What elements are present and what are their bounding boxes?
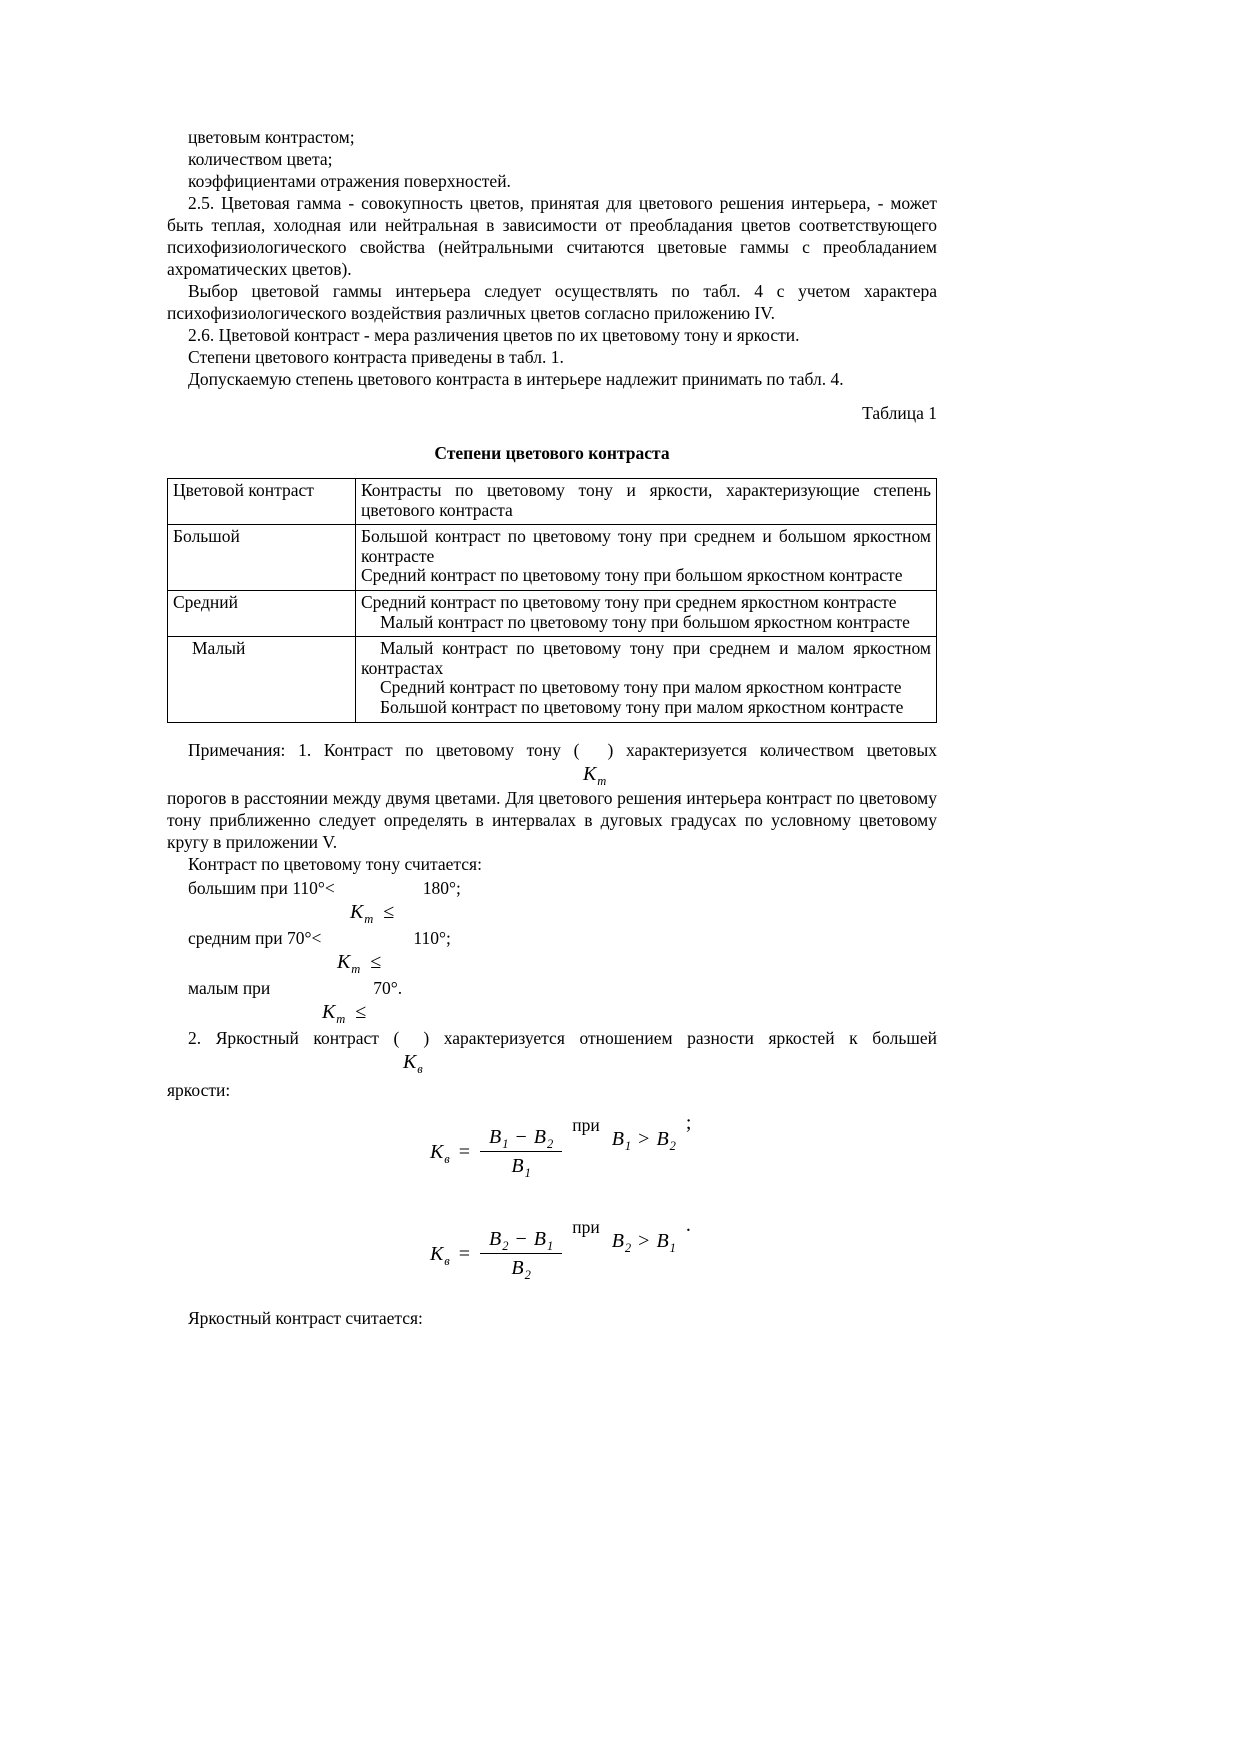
condition-suffix: 70°. xyxy=(373,977,403,998)
sub-2: 2 xyxy=(546,1137,554,1152)
description-cell xyxy=(356,525,937,591)
description-paragraph: Средний контраст по цветовому тону при среднем яркостном контрасте xyxy=(361,591,897,612)
table-label: Таблица 1 xyxy=(862,403,937,423)
fraction xyxy=(480,1126,562,1181)
condition-large xyxy=(167,877,937,899)
b-letter: B xyxy=(656,1229,669,1252)
kv-symbol xyxy=(403,1049,937,1075)
description-cell xyxy=(356,637,937,722)
t-subscript: т xyxy=(364,911,374,926)
level-cell: Средний xyxy=(168,590,356,636)
paragraph-2-5: 2.5. Цветовая гамма - совокупность цветов, принятая для цветового решения интерьера, - может быть теплая, холодная или нейтральная в зависимости от преобладания цветов соответствующего психофизиологического свойства (нейтральными считаются цветовые гаммы с преобладанием ахроматических цветов). xyxy=(167,193,937,279)
equals-sign: = xyxy=(458,1140,470,1163)
b-letter: B xyxy=(533,1126,546,1149)
note1-suffix: ) характеризуется количеством цветовых xyxy=(607,739,937,760)
sub-1: 1 xyxy=(502,1137,509,1152)
description-paragraph: Средний контраст по цветовому тону при большом яркостном контрасте xyxy=(361,565,903,586)
greater-than-sign: > xyxy=(638,1229,650,1252)
table-row-bolshoy xyxy=(168,525,937,591)
brightness-formula-b1-gt-b2 xyxy=(430,1109,937,1195)
v-subscript: в xyxy=(444,1253,450,1268)
condition-suffix: 110°; xyxy=(413,927,451,948)
b-letter: B xyxy=(489,1228,502,1251)
b-letter: B xyxy=(656,1127,669,1150)
sub-1: 1 xyxy=(524,1166,531,1181)
intro-line-color-contrast: цветовым контрастом; xyxy=(188,127,355,147)
k-letter: К xyxy=(322,1000,336,1023)
condition-prefix: большим при 110°< xyxy=(188,877,335,898)
level-cell: Малый xyxy=(168,637,356,722)
k-letter: К xyxy=(337,950,351,973)
table-title: Степени цветового контраста xyxy=(434,443,670,463)
contrast-intro-line: Контраст по цветовому тону считается: xyxy=(188,853,482,874)
note1-first-line xyxy=(167,739,937,761)
paragraph-allowed-degree: Допускаемую степень цветового контраста в интерьере надлежит принимать по табл. 4. xyxy=(188,369,844,389)
header-cell-description: Контрасты по цветовому тону и яркости, характеризующие степень цветового контраста xyxy=(356,479,937,525)
k-letter: К xyxy=(583,762,597,785)
note2-continuation: яркости: xyxy=(167,1079,231,1100)
brightness-outro-line: Яркостный контраст считается: xyxy=(188,1307,423,1328)
kt-leq-expression xyxy=(350,899,937,925)
sub-1: 1 xyxy=(669,1240,676,1255)
kv-term xyxy=(430,1242,450,1268)
t-subscript: т xyxy=(336,1011,346,1026)
t-subscript: т xyxy=(597,773,607,788)
paragraph-gamma-choice: Выбор цветовой гаммы интерьера следует осуществлять по табл. 4 с учетом характера психофизиологического воздействия различных цветов согласно приложению IV. xyxy=(167,281,937,323)
k-letter: К xyxy=(430,1242,444,1265)
b-letter: B xyxy=(611,1229,624,1252)
note2-suffix: ) характеризуется отношением разности яркостей к большей xyxy=(423,1027,937,1048)
greater-than-sign: > xyxy=(638,1127,650,1150)
header-cell-contrast: Цветовой контраст xyxy=(168,479,356,525)
t-subscript: т xyxy=(351,961,361,976)
equals-sign: = xyxy=(458,1242,470,1265)
minus-sign: − xyxy=(515,1126,527,1149)
b-letter: B xyxy=(533,1228,546,1251)
condition-medium xyxy=(167,927,937,949)
brightness-formula-b2-gt-b1 xyxy=(430,1211,937,1297)
condition-word: при xyxy=(572,1114,600,1135)
b-letter: B xyxy=(511,1155,524,1178)
kv-term xyxy=(430,1140,450,1166)
description-cell xyxy=(356,590,937,636)
table-header-row xyxy=(168,479,937,525)
condition-expression xyxy=(611,1127,676,1153)
fraction xyxy=(480,1228,562,1283)
description-paragraph: Малый контраст по цветовому тону при среднем и малом яркостном контрастах xyxy=(361,638,931,678)
period: . xyxy=(685,1213,691,1236)
sub-1: 1 xyxy=(624,1138,632,1153)
leq-sign: ≤ xyxy=(355,1000,367,1023)
sub-1: 1 xyxy=(546,1239,554,1254)
note2-first-line xyxy=(167,1027,937,1049)
v-subscript: в xyxy=(444,1151,450,1166)
fraction-denominator xyxy=(511,1152,531,1181)
condition-prefix: малым при xyxy=(188,977,271,998)
k-letter: К xyxy=(430,1140,444,1163)
minus-sign: − xyxy=(515,1228,527,1251)
b-letter: B xyxy=(489,1126,502,1149)
k-letter: К xyxy=(350,900,364,923)
fraction-denominator xyxy=(511,1254,531,1283)
note1-prefix: Примечания: 1. Контраст по цветовому тону ( xyxy=(188,739,580,760)
sub-2: 2 xyxy=(524,1268,531,1283)
description-paragraph: Большой контраст по цветовому тону при среднем и большом яркостном контрасте xyxy=(361,526,931,566)
fraction-numerator xyxy=(480,1228,562,1254)
paragraph-2-6: 2.6. Цветовой контраст - мера различения цветов по их цветовому тону и яркости. xyxy=(188,325,800,345)
leq-sign: ≤ xyxy=(383,900,395,923)
kt-symbol xyxy=(583,761,937,787)
semicolon: ; xyxy=(685,1111,692,1134)
intro-line-color-amount: количеством цвета; xyxy=(188,149,333,169)
description-paragraph: Малый контраст по цветовому тону при большом яркостном контрасте xyxy=(380,611,910,632)
contrast-table xyxy=(167,478,937,723)
b-letter: B xyxy=(611,1127,624,1150)
kt-leq-expression xyxy=(337,949,937,975)
sub-2: 2 xyxy=(669,1138,676,1153)
paragraph-degrees-ref: Степени цветового контраста приведены в табл. 1. xyxy=(188,347,564,367)
intro-line-reflection: коэффициентами отражения поверхностей. xyxy=(188,171,511,191)
condition-small xyxy=(167,977,937,999)
table-row-maliy xyxy=(168,637,937,722)
kt-leq-expression xyxy=(322,999,937,1025)
sub-2: 2 xyxy=(502,1239,509,1254)
leq-sign: ≤ xyxy=(370,950,382,973)
v-subscript: в xyxy=(417,1061,423,1076)
note2-prefix: 2. Яркостный контраст ( xyxy=(188,1027,400,1048)
condition-suffix: 180°; xyxy=(422,877,461,898)
sub-2: 2 xyxy=(624,1240,632,1255)
description-paragraph: Средний контраст по цветовому тону при малом яркостном контрасте xyxy=(380,677,902,698)
k-letter: К xyxy=(403,1050,417,1073)
b-letter: B xyxy=(511,1257,524,1280)
description-paragraph: Большой контраст по цветовому тону при малом яркостном контрасте xyxy=(380,696,904,717)
notes-section xyxy=(167,739,937,1329)
fraction-numerator xyxy=(480,1126,562,1152)
condition-expression xyxy=(611,1229,676,1255)
level-cell: Большой xyxy=(168,525,356,591)
condition-word: при xyxy=(572,1216,600,1237)
table-row-sredniy xyxy=(168,590,937,636)
note1-continuation: порогов в расстоянии между двумя цветами. Для цветового решения интерьера контраст по цветовому тону приближенно следует определять в интервалах в дуговых градусах по условному цветовому кругу в приложении V. xyxy=(167,787,937,852)
condition-prefix: средним при 70°< xyxy=(188,927,322,948)
